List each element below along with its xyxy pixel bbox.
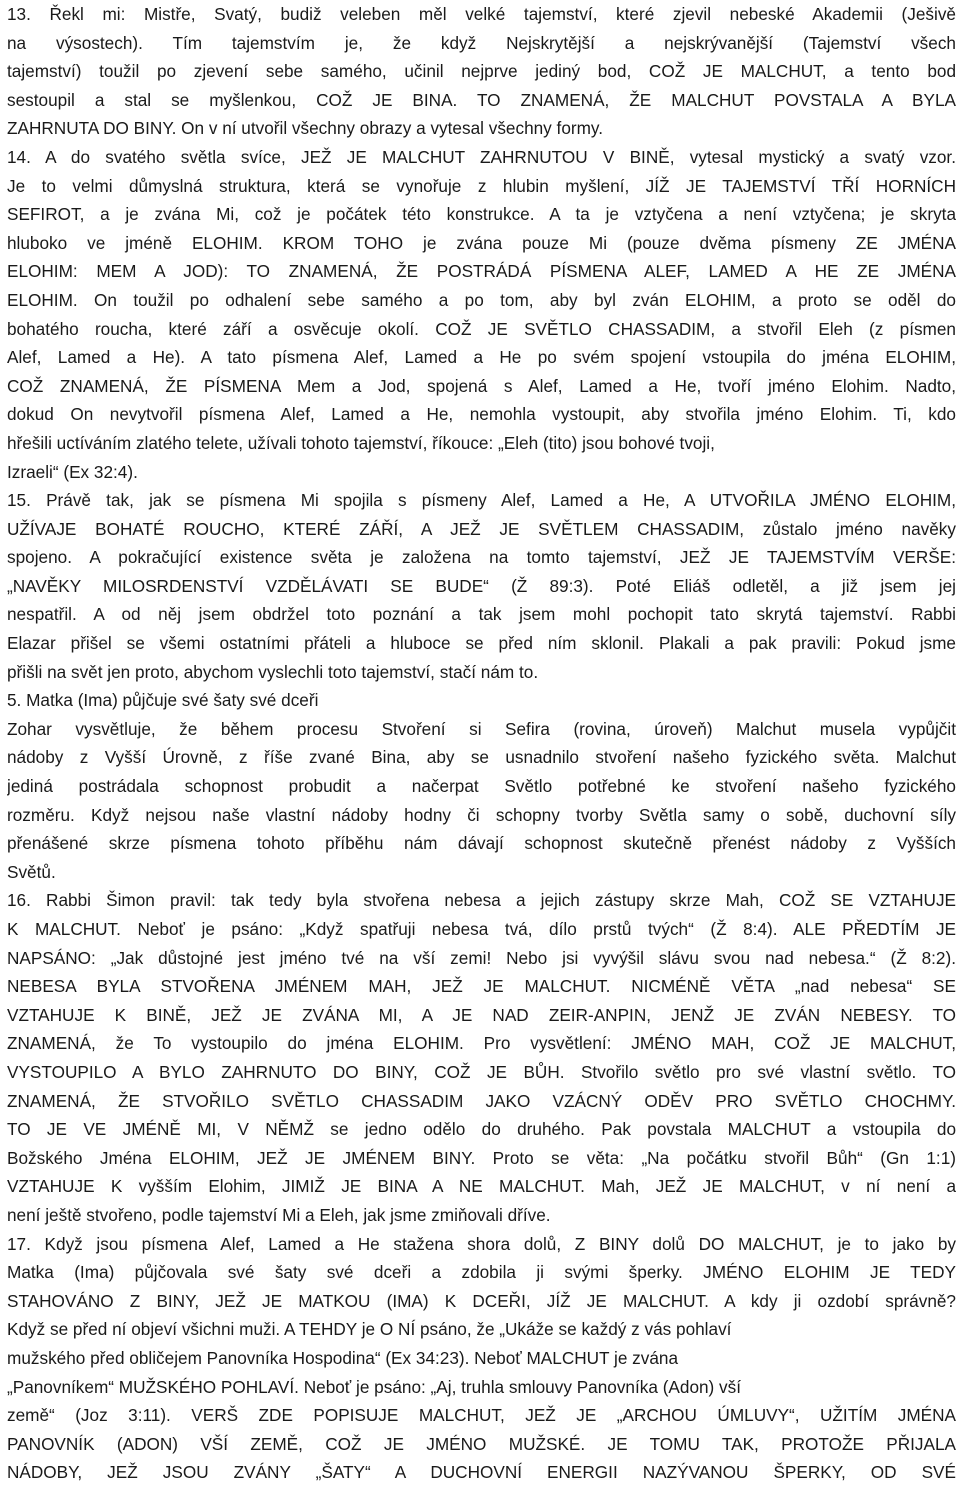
- text-line: 13. Řekl mi: Mistře, Svatý, budiž veleben měl velké tajemství, které zjevil nebeské Akademii (Ješivě: [7, 4, 956, 24]
- text-line: Světů.: [7, 861, 56, 882]
- text-line: STAHOVÁNO Z BINY, JEŽ JE MATKOU (IMA) K DCEŘI, JÍŽ JE MALCHUT. A kdy ji ozdobí správně?: [7, 1290, 956, 1311]
- text-line: Izraeli“ (Ex 32:4).: [7, 461, 138, 482]
- text-line: Matka (Ima) půjčovala své šaty své dceři a zdobila ji svými šperky. JMÉNO ELOHIM JE TEDY: [7, 1262, 956, 1283]
- text-line: ELOHIM. On toužil po odhalení sebe samého a po tom, aby byl zván ELOHIM, a proto se oděl do: [7, 289, 956, 310]
- text-line: VYSTOUPILO A BYLO ZAHRNUTO DO BINY, COŽ JE BŮH. Stvořilo světlo pro své vlastní světlo. TO: [7, 1061, 956, 1082]
- text-line: „NAVĚKY MILOSRDENSTVÍ VZDĚLÁVATI SE BUDE“ (Ž 89:3). Poté Eliáš odletěl, a již jsem jej: [7, 575, 956, 596]
- text-line: 15. Právě tak, jak se písmena Mi spojila s písmeny Alef, Lamed a He, A UTVOŘILA JMÉNO ELOHIM,: [7, 490, 956, 511]
- text-line: 5. Matka (Ima) půjčuje své šaty své dceři: [7, 690, 319, 711]
- text-line: jediná postrádala schopnost probudit a načerpat Světlo potřebné ke stvoření našeho fyzického: [7, 776, 956, 797]
- text-line: TO JE VE JMÉNĚ MI, V NĚMŽ se jedno odělo do druhého. Pak povstala MALCHUT a vstoupila do: [7, 1119, 956, 1140]
- text-line: Alef, Lamed a He). A tato písmena Alef, Lamed a He po svém spojení vstoupila do jména ELOHIM,: [7, 347, 956, 368]
- text-line: hluboko ve jméně ELOHIM. KROM TOHO je zvána pouze Mi (pouze dvěma písmeny ZE JMÉNA: [7, 232, 956, 253]
- text-line: ZAHRNUTA DO BINY. On v ní utvořil všechny obrazy a vytesal všechny formy.: [7, 118, 604, 139]
- text-line: ZNAMENÁ, ŽE STVOŘILO SVĚTLO CHASSADIM JAKO VZÁCNÝ ODĚV PRO SVĚTLO CHOCHMY.: [7, 1090, 956, 1111]
- text-line: dokud On nevytvořil písmena Alef, Lamed a He, nemohla vystoupit, aby stvořila jméno Elohim. Ti, kdo: [7, 404, 956, 425]
- text-line: UŽÍVAJE BOHATÉ ROUCHO, KTERÉ ZÁŘÍ, A JEŽ JE SVĚTLEM CHASSADIM, zůstalo jméno navěky: [7, 518, 956, 539]
- text-line: na výsostech). Tím tajemstvím je, že když Nejskrytější a nejskrývanější (Tajemství všech: [7, 32, 956, 53]
- text-line: spojeno. A pokračující existence světa je založena na tomto tajemství, JEŽ JE TAJEMSTVÍM VERŠE:: [7, 547, 956, 568]
- text-line: rozměru. Když nejsou naše vlastní nádoby hodny či schopny tvorby Světla samy o sobě, duchovní síly: [7, 804, 956, 825]
- text-line: K MALCHUT. Neboť je psáno: „Když spatřuji nebesa tvá, dílo prstů tvých“ (Ž 8:4). ALE PŘEDTÍM JE: [7, 919, 956, 939]
- text-line: přenášené skrze písmena tohoto příběhu nám dávají schopnost skutečně přenést nádoby z Vyšších: [7, 833, 956, 854]
- text-line: Elazar přišel se všemi ostatními přáteli a hluboce se před ním sklonil. Plakali a pak pravili: Pokud jsme: [7, 633, 956, 654]
- text-line: Zohar vysvětluje, že během procesu Stvoření si Sefira (rovina, úroveň) Malchut musela vypůjčit: [7, 718, 956, 739]
- text-line: Když se před ní objeví všichni muži. A TEHDY je O NÍ psáno, že „Ukáže se každý z vás pohlaví: [7, 1319, 732, 1340]
- text-line: „Panovníkem“ MUŽSKÉHO POHLAVÍ. Neboť je psáno: „Aj, truhla smlouvy Panovníka (Adon) vší: [7, 1376, 742, 1397]
- text-line: přišli na svět jen proto, abychom vyslechli toto tajemství, stačí nám to.: [7, 661, 539, 682]
- text-line: nespatřil. A od něj jsem obdržel toto poznání a tak jsem mohl pochopit tato skrytá tajemství. Rabbi: [7, 604, 956, 625]
- text-line: VZTAHUJE K BINĚ, JEŽ JE ZVÁNA MI, A JE NAD ZEIR-ANPIN, JENŽ JE ZVÁN NEBESY. TO: [7, 1004, 956, 1025]
- text-line: Božského Jména ELOHIM, JEŽ JE JMÉNEM BINY. Proto se věta: „Na počátku stvořil Bůh“ (Gn 1:1): [7, 1147, 956, 1168]
- text-line: země“ (Joz 3:11). VERŠ ZDE POPISUJE MALCHUT, JEŽ JE „ARCHOU ÚMLUVY“, UŽITÍM JMÉNA: [7, 1405, 956, 1426]
- text-line: není ještě stvořeno, podle tajemství Mi a Eleh, jak jsme zmiňovali dříve.: [7, 1204, 551, 1225]
- text-line: tajemství) toužil po zjevení sebe samého, učinil nejprve jediný bod, COŽ JE MALCHUT, a tento bod: [7, 61, 956, 82]
- text-line: mužského před obličejem Panovníka Hospodina“ (Ex 34:23). Neboť MALCHUT je zvána: [7, 1347, 679, 1368]
- text-line: NAPSÁNO: „Jak důstojné jest jméno tvé na vší zemi! Nebo jsi vyvýšil slávu svou nad nebesa.“ (Ž 8:2).: [7, 947, 956, 968]
- text-line: PANOVNÍK (ADON) VŠÍ ZEMĚ, COŽ JE JMÉNO MUŽSKÉ. JE TOMU TAK, PROTOŽE PŘIJALA: [7, 1433, 956, 1454]
- text-line: 14. A do svatého světla svíce, JEŽ JE MALCHUT ZAHRNUTOU V BINĚ, vytesal mystický a svatý vzor.: [7, 146, 956, 167]
- text-line: ELOHIM: MEM A JOD): TO ZNAMENÁ, ŽE POSTRÁDÁ PÍSMENA ALEF, LAMED A HE ZE JMÉNA: [7, 261, 956, 282]
- text-line: Je to velmi důmyslná struktura, která se vynořuje z hlubin myšlení, JÍŽ JE TAJEMSTVÍ TŘÍ HORNÍCH: [7, 175, 956, 196]
- text-line: sestoupil a stal se myšlenkou, COŽ JE BINA. TO ZNAMENÁ, ŽE MALCHUT POVSTALA A BYLA: [7, 89, 956, 110]
- text-line: SEFIROT, a je zvána Mi, což je počátek této konstrukce. A ta je vztyčena a není vztyčena; je skryta: [7, 204, 956, 225]
- text-line: nádoby z Vyšší Úrovně, z říše zvané Bina, aby se usnadnilo stvoření našeho fyzického světa. Malchut: [7, 747, 956, 768]
- text-line: NEBESA BYLA STVOŘENA JMÉNEM MAH, JEŽ JE MALCHUT. NICMÉNĚ VĚTA „nad nebesa“ SE: [7, 976, 956, 997]
- text-line: COŽ ZNAMENÁ, ŽE PÍSMENA Mem a Jod, spojená s Alef, Lamed a He, tvoří jméno Elohim. Nadto,: [7, 375, 956, 396]
- text-line: bohatého roucha, které září a osvěcuje okolí. COŽ JE SVĚTLO CHASSADIM, a stvořil Eleh (z písmen: [7, 318, 956, 339]
- text-line: hřešili uctíváním zlatého telete, užívali tohoto tajemství, říkouce: „Eleh (tito) jsou bohové tvoji,: [7, 432, 715, 453]
- text-line: ZNAMENÁ, že To vystoupilo do jména ELOHIM. Pro vysvětlení: JMÉNO MAH, COŽ JE MALCHUT,: [7, 1033, 956, 1054]
- text-line: NÁDOBY, JEŽ JSOU ZVÁNY „ŠATY“ A DUCHOVNÍ ENERGII NAZÝVANOU ŠPERKY, OD SVÉ: [7, 1462, 956, 1483]
- text-line: VZTAHUJE K vyšším Elohim, JIMIŽ JE BINA A NE MALCHUT. Mah, JEŽ JE MALCHUT, v ní není a: [7, 1176, 956, 1197]
- text-line: 16. Rabbi Šimon pravil: tak tedy byla stvořena nebesa a jejich zástupy skrze Mah, COŽ SE VZTAHUJE: [7, 890, 956, 911]
- text-line: 17. Když jsou písmena Alef, Lamed a He stažena shora dolů, Z BINY dolů DO MALCHUT, je to jako by: [7, 1233, 956, 1254]
